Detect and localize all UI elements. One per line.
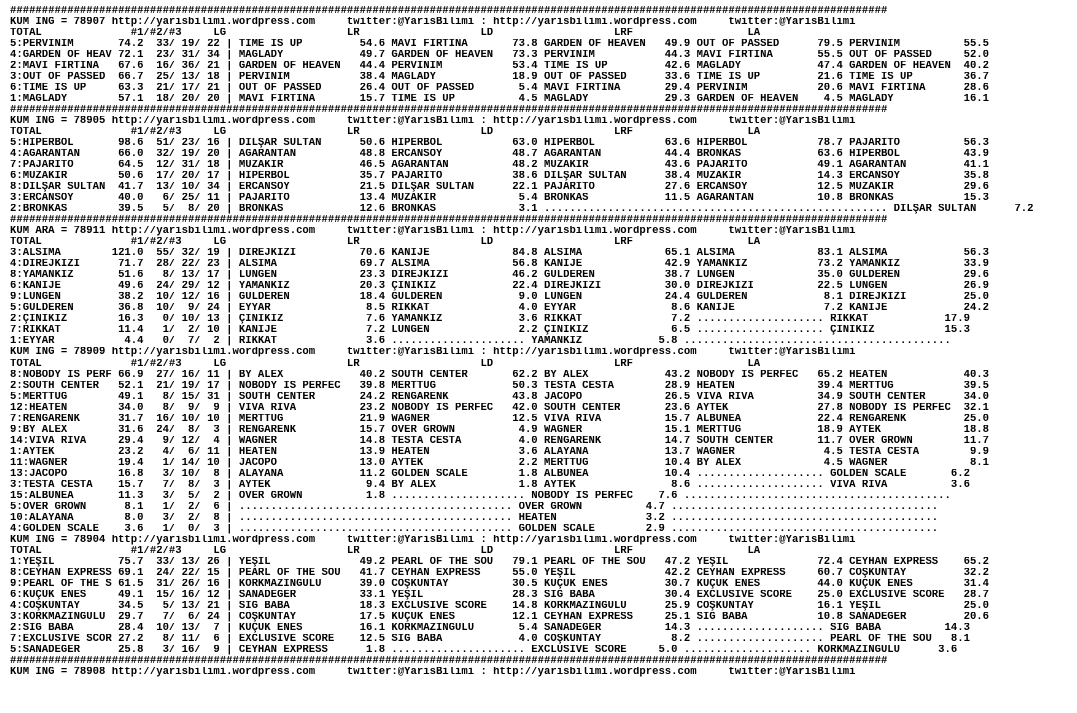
separator-line: ########################################################################################################################################## — [10, 6, 888, 17]
data-line: 7:PAJARITO 64.5 12/ 31/ 18 | MÜZAKİR 46.5 AĞARANTAN 48.2 MÜZAKİR 43.6 PAJARITO 49.1 AĞARANTAN 41.1 — [10, 160, 990, 172]
data-line: 4:DİREJKIZI 71.7 28/ 22/ 23 | ALSİMA 69.7 ALSİMA 56.8 KANİJE 42.9 YAMANKIZ 73.2 YAMANKIZ 33.9 — [10, 259, 990, 271]
data-line: 11:WAGNER 19.4 1/ 14/ 10 | JACOPO 13.0 AYTEK 2.2 MERTTUĞ 10.4 BY ALEX 4.5 WAGNER 8.1 — [10, 457, 990, 469]
data-line: 8:DİLŞAR SULTAN 41.7 13/ 10/ 34 | ERCANSOY 21.5 DİLŞAR SULTAN 22.1 PAJARITO 27.6 ERCANSOY 12.5 MÜZAKİR 29.6 — [10, 182, 990, 194]
data-line: 3:TESTA CESTA 15.7 7/ 8/ 3 | AYTEK 9.4 BY ALEX 1.8 AYTEK 8.6 .................... VIVA RIVA 3.6 — [10, 479, 970, 491]
data-line: 6:KÜÇÜK ENES 49.1 15/ 16/ 12 | SANADEĞER 33.1 YEŞİL 28.3 SIĞ BABA 30.4 EXCLUSIVE SCORE 25.0 EXCLUSIVE SCORE 28.7 — [10, 589, 990, 601]
separator-line: ########################################################################################################################################## — [10, 655, 888, 667]
race-header-line: KUM ARA = 78911 http://yarisbilimi.wordpress.com twitter:@YarisBilimi : http://yarisbilimi.wordpress.com twitter:@YarisBilimi — [10, 226, 856, 238]
race-header-line: KUM ING = 78908 http://yarisbilimi.wordpress.com twitter:@YarisBilimi : http://yarisbilimi.wordpress.com twitter:@YarisBilimi — [10, 666, 856, 678]
data-line: 2:BRONKAS 39.5 5/ 8/ 20 | BRONKAS 12.6 BRONKAS 3.1 ...................................................... DİLŞAR SULTAN 7.2 — [10, 204, 1034, 216]
data-line: 6:MÜZAKİR 50.6 17/ 20/ 17 | HİPERBOL 35.7 PAJARITO 38.6 DİLŞAR SULTAN 38.4 MÜZAKİR 14.3 ERCANSOY 35.8 — [10, 171, 990, 183]
data-line: 6:TIME IS UP 63.3 21/ 17/ 21 | OUT OF PASSED 26.4 OUT OF PASSED 5.4 MAVİ FIRTINA 29.4 PERVİNİM 20.6 MAVİ FIRTINA 28.6 — [10, 83, 990, 95]
data-line: 7:RİKKAT 11.4 1/ 2/ 10 | KANİJE 7.2 LUNGEN 2.2 ÇİNİKİZ 6.5 .................... ÇİNİKİZ 15.3 — [10, 325, 970, 337]
data-line: 1:EYYAR 4.4 0/ 7/ 2 | RİKKAT 3.6 ..................... YAMANKIZ 5.8 .......................................... — [10, 336, 951, 348]
data-line: 8:CEYHAN EXPRESS 69.1 24/ 22/ 15 | PEARL OF THE SOU 41.7 CEYHAN EXPRESS 55.0 YEŞİL 42.2 CEYHAN EXPRESS 60.7 COŞKUNTAY 32.2 — [10, 567, 990, 579]
data-line: 5:HİPERBOL 98.6 51/ 23/ 16 | DİLŞAR SULTAN 50.6 HİPERBOL 63.0 HİPERBOL 63.6 HİPERBOL 78.7 PAJARITO 56.3 — [10, 138, 990, 150]
data-line: 5:GÜLDEREN 36.8 10/ 9/ 24 | EYYAR 8.5 RİKKAT 4.0 EYYAR 8.6 KANİJE 7.2 KANİJE 24.2 — [10, 303, 990, 315]
data-line: 2:SOUTH CENTER 52.1 21/ 19/ 17 | NOBODY IS PERFEC 39.8 MERTTUĞ 50.3 TESTA CESTA 28.9 HEATEN 39.4 MERTTUĞ 39.5 — [10, 380, 990, 392]
data-line: 7:RENGARENK 31.7 16/ 10/ 10 | MERTTUĞ 21.9 WAGNER 12.5 VIVA RIVA 15.7 ALBUNEA 22.4 RENGARENK 25.0 — [10, 413, 990, 425]
race-header-line: KUM ING = 78909 http://yarisbilimi.wordpress.com twitter:@YarisBilimi : http://yarisbilimi.wordpress.com twitter:@YarisBilimi — [10, 347, 856, 359]
data-line: 2:MAVİ FIRTINA 67.6 16/ 36/ 21 | GARDEN OF HEAVEN 44.4 PERVİNİM 53.4 TIME IS UP 42.6 MAGLADY 47.4 GARDEN OF HEAVEN 40.2 — [10, 61, 990, 73]
data-line: 4:COŞKUNTAY 34.5 5/ 13/ 21 | SIĞ BABA 18.3 EXCLUSIVE SCORE 14.8 KORKMAZINGÜLÜ 25.9 COŞKUNTAY 16.1 YEŞİL 25.0 — [10, 600, 990, 612]
data-line: 3:KORKMAZINGÜLÜ 29.7 7/ 6/ 24 | COŞKUNTAY 17.5 KÜÇÜK ENES 12.1 CEYHAN EXPRESS 25.1 SIĞ BABA 10.8 SANADEĞER 20.6 — [10, 611, 990, 623]
data-line: 3:ALSİMA 121.0 55/ 32/ 19 | DİREJKIZI 70.6 KANİJE 84.8 ALSİMA 65.1 ALSİMA 83.1 ALSİMA 56.3 — [10, 248, 990, 260]
data-line: 7:EXCLUSIVE SCOR 27.2 8/ 11/ 6 | EXCLUSIVE SCORE 12.5 SIĞ BABA 4.0 COŞKUNTAY 8.2 .................... PEARL OF THE SOU 8.1 — [10, 633, 970, 645]
data-line: 9:LUNGEN 38.2 10/ 12/ 16 | GÜLDEREN 18.4 GÜLDEREN 9.0 LUNGEN 24.4 GÜLDEREN 8.1 DİREJKIZI 25.0 — [10, 292, 990, 304]
data-line: 9:BY ALEX 31.6 24/ 8/ 3 | RENGARENK 15.7 OVER GROWN 4.9 WAGNER 15.1 MERTTUĞ 18.9 AYTEK 18.8 — [10, 424, 990, 436]
data-line: 12:HEATEN 34.0 8/ 9/ 9 | VIVA RIVA 23.2 NOBODY IS PERFEC 42.0 SOUTH CENTER 23.6 AYTEK 27.8 NOBODY IS PERFEC 32.1 — [10, 402, 990, 414]
column-header-line: TOTAL #1/#2/#3 LG LR LD LRF LA — [10, 545, 761, 557]
column-header-line: TOTAL #1/#2/#3 LG LR LD LRF LA — [10, 358, 761, 370]
race-header-line: KUM ING = 78904 http://yarisbilimi.wordpress.com twitter:@YarisBilimi : http://yarisbilimi.wordpress.com twitter:@YarisBilimi — [10, 534, 856, 546]
data-line: 2:ÇİNİKİZ 16.3 0/ 10/ 13 | ÇİNİKİZ 7.6 YAMANKIZ 3.6 RİKKAT 7.2 .................... RİKKAT 17.9 — [10, 314, 970, 326]
race-header-line: KUM ING = 78905 http://yarisbilimi.wordpress.com twitter:@YarisBilimi : http://yarisbilimi.wordpress.com twitter:@YarisBilimi — [10, 116, 856, 128]
race-stats-document — [10, 6, 1070, 678]
data-line: 5:OVER GROWN 8.1 1/ 2/ 6 | ........................................... OVER GROWN 4.7 .......................................... — [10, 501, 939, 513]
data-line: 10:ALAYANA 8.0 3/ 2/ 8 | ........................................... HEATEN 3.2 .......................................... — [10, 512, 939, 524]
data-line: 5:MERTTUĞ 49.1 8/ 15/ 31 | SOUTH CENTER 24.2 RENGARENK 43.8 JACOPO 26.5 VIVA RIVA 34.9 SOUTH CENTER 34.0 — [10, 391, 990, 403]
column-header-line: TOTAL #1/#2/#3 LG LR LD LRF LA — [10, 237, 761, 249]
data-line: 5:SANADEĞER 25.8 3/ 16/ 9 | CEYHAN EXPRESS 1.8 ..................... EXCLUSIVE SCORE 5.0 .................... KORKMAZINGÜLÜ 3.6 — [10, 644, 958, 656]
data-line: 6:KANİJE 49.6 24/ 29/ 12 | YAMANKIZ 20.3 ÇİNİKİZ 22.4 DİREJKIZI 30.0 DİREJKIZI 22.5 LUNGEN 26.9 — [10, 281, 990, 293]
separator-line: ########################################################################################################################################## — [10, 105, 888, 117]
data-line: 14:VIVA RIVA 29.4 9/ 12/ 4 | WAGNER 14.8 TESTA CESTA 4.0 RENGARENK 14.7 SOUTH CENTER 11.7 OVER GROWN 11.7 — [10, 435, 990, 447]
race-header-line: KUM ING = 78907 http://yarisbilimi.wordpress.com twitter:@YarisBilimi : http://yarisbilimi.wordpress.com twitter:@YarisBilimi — [10, 17, 856, 29]
data-line: 8:NOBODY IS PERF 66.9 27/ 16/ 11 | BY ALEX 40.2 SOUTH CENTER 62.2 BY ALEX 43.2 NOBODY IS PERFEC 65.2 HEATEN 40.3 — [10, 369, 990, 381]
data-line: 2:SIĞ BABA 28.4 10/ 13/ 7 | KÜÇÜK ENES 16.1 KORKMAZINGÜLÜ 5.4 SANADEĞER 14.3 .................... SIĞ BABA 14.3 — [10, 622, 970, 634]
data-line: 15:ALBUNEA 11.3 3/ 5/ 2 | OVER GROWN 1.8 ..................... NOBODY IS PERFEC 7.6 .......................................... — [10, 490, 951, 502]
column-header-line: TOTAL #1/#2/#3 LG LR LD LRF LA — [10, 28, 761, 40]
data-line: 4:GARDEN OF HEAV 72.1 23/ 31/ 34 | MAGLADY 49.7 GARDEN OF HEAVEN 73.3 PERVİNİM 44.3 MAVİ FIRTINA 55.5 OUT OF PASSED 52.0 — [10, 50, 990, 62]
data-line: 9:PEARL OF THE S 61.5 31/ 26/ 16 | KORKMAZINGÜLÜ 39.0 COŞKUNTAY 30.5 KÜÇÜK ENES 30.7 KÜÇÜK ENES 44.0 KÜÇÜK ENES 31.4 — [10, 578, 990, 590]
data-line: 1:AYTEK 23.2 4/ 6/ 11 | HEATEN 13.9 HEATEN 3.6 ALAYANA 13.7 WAGNER 4.5 TESTA CESTA 9.9 — [10, 446, 990, 458]
data-line: 1:YEŞİL 75.7 33/ 13/ 26 | YEŞİL 49.2 PEARL OF THE SOU 79.1 PEARL OF THE SOU 47.2 YEŞİL 72.4 CEYHAN EXPRESS 65.2 — [10, 556, 990, 568]
data-line: 4:AĞARANTAN 66.0 32/ 19/ 20 | AĞARANTAN 48.8 ERCANSOY 48.7 AĞARANTAN 44.4 BRONKAS 63.6 HİPERBOL 43.9 — [10, 149, 990, 161]
data-line: 3:ERCANSOY 40.0 6/ 25/ 11 | PAJARITO 13.4 MÜZAKİR 5.4 BRONKAS 11.5 AĞARANTAN 10.8 BRONKAS 15.3 — [10, 193, 990, 205]
data-line: 13:JACOPO 16.8 3/ 10/ 8 | ALAYANA 11.2 GOLDEN SCALE 1.8 ALBUNEA 10.4 .................... GOLDEN SCALE 6.2 — [10, 468, 970, 480]
data-line: 1:MAGLADY 57.1 18/ 20/ 20 | MAVİ FIRTINA 15.7 TIME IS UP 4.5 MAGLADY 29.3 GARDEN OF HEAVEN 4.5 MAGLADY 16.1 — [10, 94, 990, 106]
column-header-line: TOTAL #1/#2/#3 LG LR LD LRF LA — [10, 127, 761, 139]
data-line: 3:OUT OF PASSED 66.7 25/ 13/ 18 | PERVİNİM 38.4 MAGLADY 18.9 OUT OF PASSED 33.6 TIME IS UP 21.6 TIME IS UP 36.7 — [10, 72, 990, 84]
separator-line: ########################################################################################################################################## — [10, 215, 888, 227]
data-line: 8:YAMANKIZ 51.6 8/ 13/ 17 | LUNGEN 23.3 DİREJKIZI 46.2 GÜLDEREN 38.7 LUNGEN 35.0 GÜLDEREN 29.6 — [10, 270, 990, 282]
data-line: 4:GOLDEN SCALE 3.6 1/ 0/ 3 | ........................................... GOLDEN SCALE 2.9 .......................................... — [10, 523, 939, 535]
data-line: 5:PERVİNİM 74.2 33/ 19/ 22 | TIME IS UP 54.6 MAVİ FIRTINA 73.8 GARDEN OF HEAVEN 49.9 OUT OF PASSED 79.5 PERVİNİM 55.5 — [10, 39, 990, 51]
